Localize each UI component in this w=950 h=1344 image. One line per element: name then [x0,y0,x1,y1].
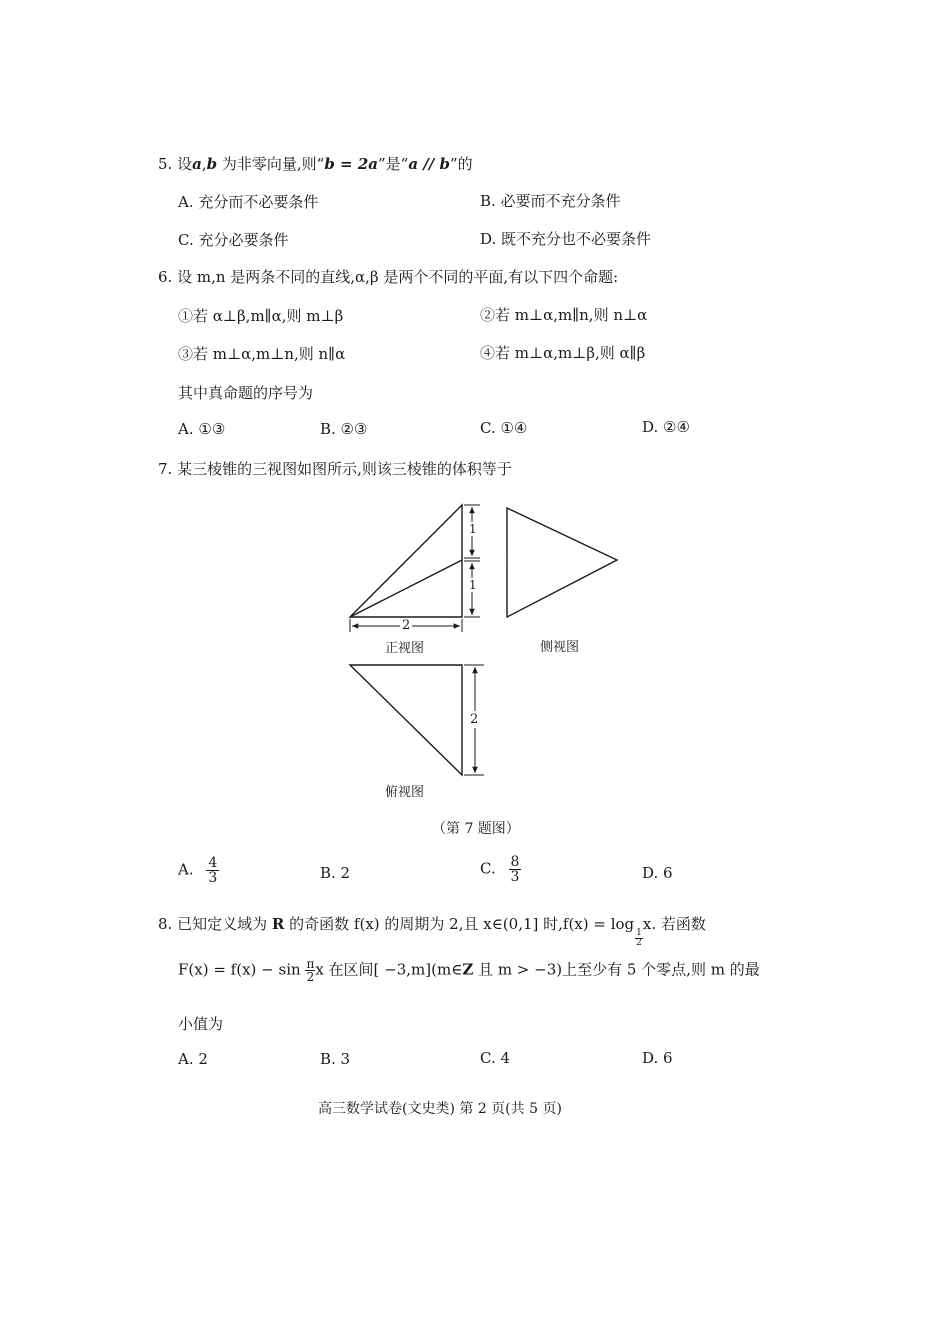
front-view [350,505,462,617]
q6-stem: 6. 设 m,n 是两条不同的直线,α,β 是两个不同的平面,有以下四个命题: [158,268,619,286]
q7-stem: 7. 某三棱锥的三视图如图所示,则该三棱锥的体积等于 [158,460,512,478]
q7-number: 7. [158,460,173,478]
q8-line-3: 小值为 [178,1015,224,1033]
q7-option-a-fraction: $\frac{4}{3}$ [208,855,218,886]
q5-stem: 5. 设a,b 为非零向量,则“b = 2a”是“a // b”的 [158,155,473,173]
q7-option-c[interactable]: C. $\frac{8}{3}$ [480,854,520,885]
side-view-outline [507,508,617,617]
side-view-label: 侧视图 [540,640,580,655]
q6-ask: 其中真命题的序号为 [178,384,314,402]
dim-label-1-upper: 1 [469,522,477,536]
q5-option-d[interactable]: D. 既不充分也不必要条件 [480,230,652,248]
q6-proposition-2: ②若 m⊥α,m∥n,则 n⊥α [480,306,648,324]
q6-proposition-3: ③若 m⊥α,m⊥n,则 n∥α [178,345,346,363]
figure-caption: （第 7 题图） [432,821,520,837]
q8-option-a[interactable]: A. 2 [178,1050,208,1068]
q8-option-c[interactable]: C. 4 [480,1049,511,1067]
q8-option-d[interactable]: D. 6 [642,1049,673,1067]
q6-option-d[interactable]: D. ②④ [642,418,690,436]
page-footer: 高三数学试卷(文史类) 第 2 页(共 5 页) [318,1101,562,1117]
q6-proposition-1: ①若 α⊥β,m∥α,则 m⊥β [178,307,344,325]
front-view-label: 正视图 [385,641,425,656]
q6-option-b[interactable]: B. ②③ [320,420,368,438]
dim-label-1-lower: 1 [469,578,477,592]
front-view-dims [350,505,480,632]
top-view [350,665,462,775]
q5-option-c[interactable]: C. 充分必要条件 [178,231,289,249]
pi-over-2-fraction: $\frac{\pi}{2}$ [306,957,315,984]
top-view-label: 俯视图 [385,785,425,800]
top-view-outline [350,665,462,775]
log-base-fraction: $\frac{1}{2}$ [636,928,642,948]
dim-label-2-bottom: 2 [402,618,411,633]
q7-option-d[interactable]: D. 6 [642,864,673,882]
q5-option-a[interactable]: A. 充分而不必要条件 [178,193,319,211]
q8-line-1: 8. 已知定义域为 R 的奇函数 f(x) 的周期为 2,且 x∈(0,1] 时,f(x) = log $\frac{1}{2}$ x. 若函数 [158,915,706,948]
q7-option-a[interactable]: A. $\frac{4}{3}$ [178,855,218,886]
side-view [507,508,617,617]
q7-option-c-fraction: $\frac{8}{3}$ [510,854,520,885]
q6-number: 6. [158,268,173,286]
q8-option-b[interactable]: B. 3 [320,1050,351,1068]
q6-option-c[interactable]: C. ①④ [480,419,528,437]
q8-line-2: F(x) = f(x) − sin $\frac{\pi}{2}$ x 在区间[ −3,m](m∈Z 且 m > −3)上至少有 5 个零点,则 m 的最 [178,957,760,984]
q8-number: 8. [158,915,173,933]
q7-option-b[interactable]: B. 2 [320,864,351,882]
q5-number: 5. [158,155,173,173]
q5-option-b[interactable]: B. 必要而不充分条件 [480,192,621,210]
dim-label-2-right: 2 [470,712,479,727]
q6-option-a[interactable]: A. ①③ [178,420,226,438]
q6-proposition-4: ④若 m⊥α,m⊥β,则 α∥β [480,344,646,362]
front-view-inner-edge [350,560,462,617]
front-view-outline [350,505,462,617]
